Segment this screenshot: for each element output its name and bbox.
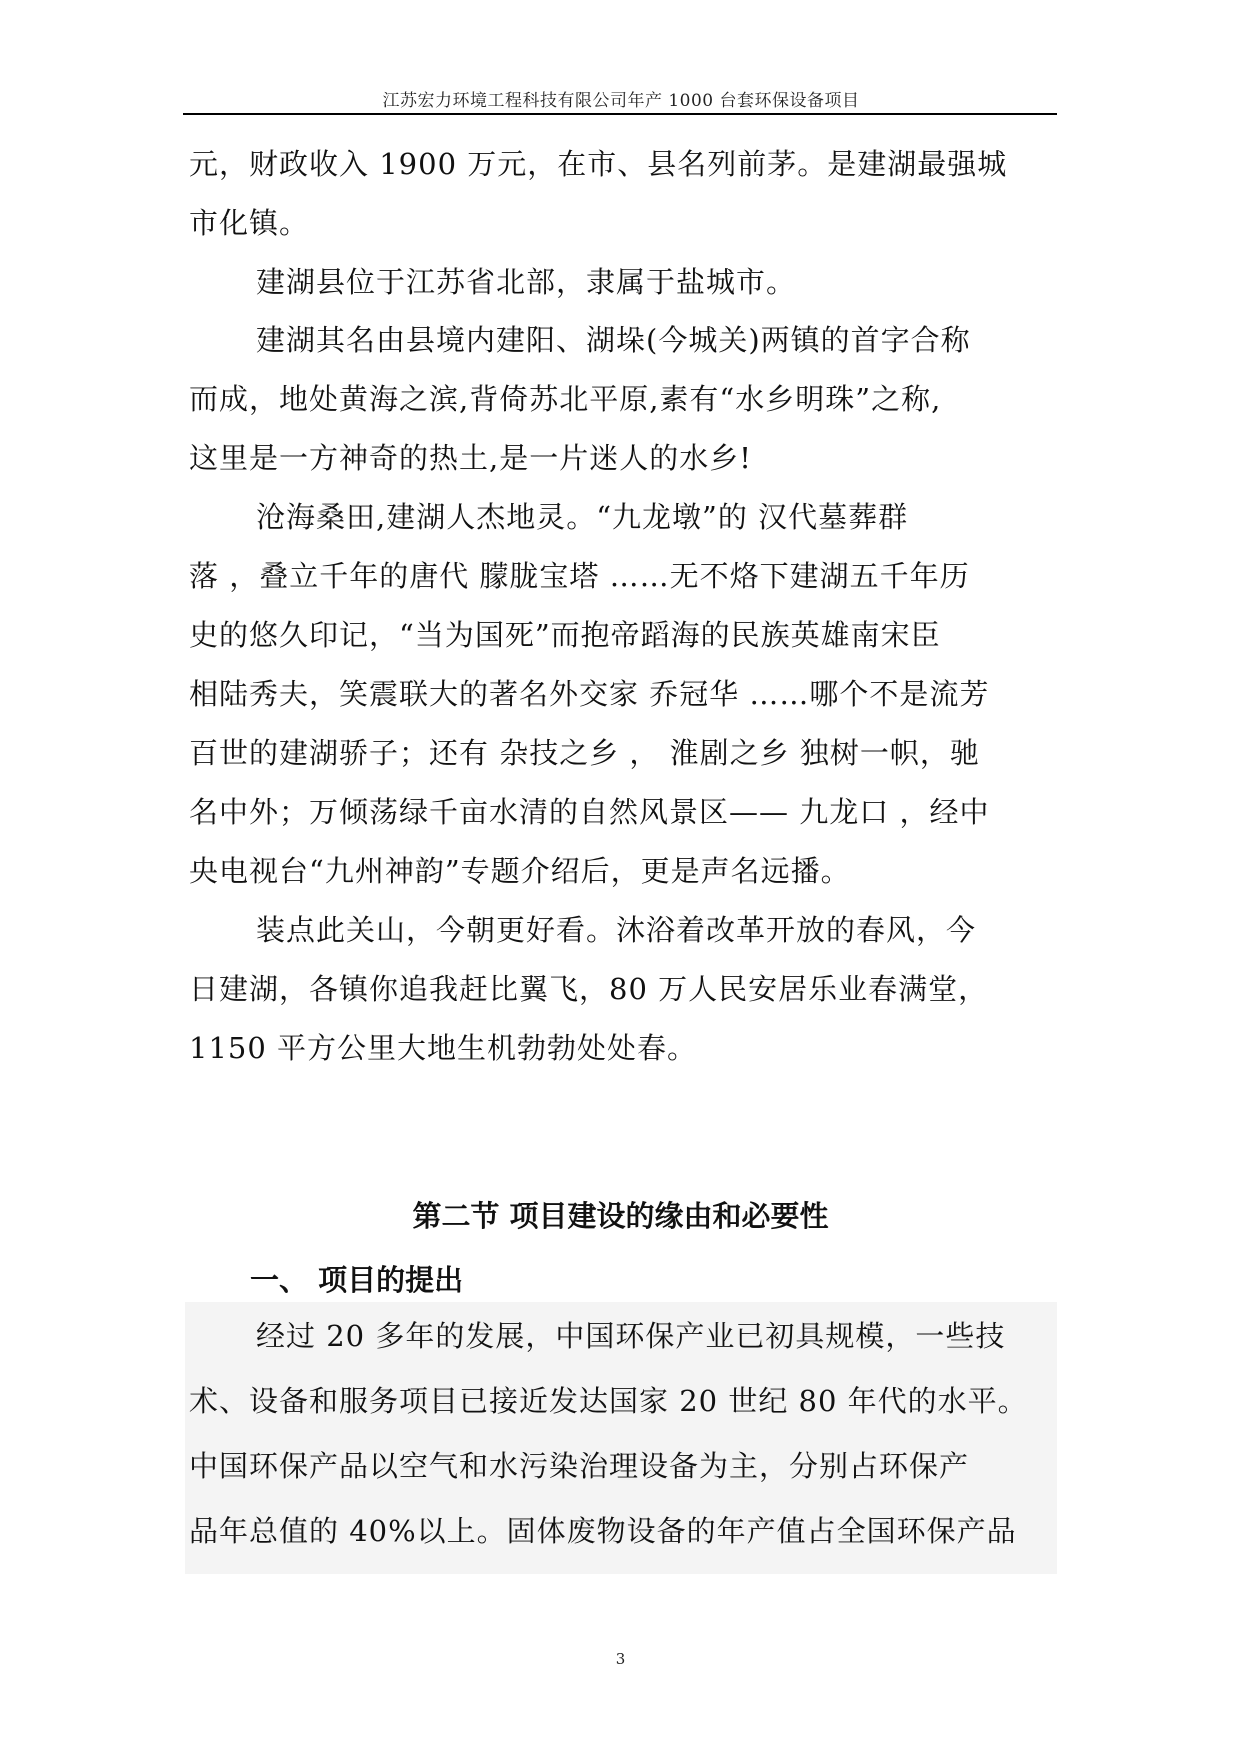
section-heading: 第二节 项目建设的缘由和必要性	[412, 1199, 829, 1233]
page-number: 3	[615, 1650, 626, 1668]
shaded-paragraph-line: 术、设备和服务项目已接近发达国家 20 世纪 80 年代的水平。	[189, 1384, 1028, 1418]
shaded-paragraph-line: 中国环保产品以空气和水污染治理设备为主，分别占环保产	[189, 1449, 970, 1483]
paragraph-line: 建湖县位于江苏省北部，隶属于盐城市。	[256, 265, 797, 299]
paragraph-line: 装点此关山，今朝更好看。沐浴着改革开放的春风，今	[256, 913, 977, 947]
shaded-paragraph-line: 经过 20 多年的发展，中国环保产业已初具规模，一些技	[256, 1319, 1006, 1353]
paragraph-line: 而成，地处黄海之滨,背倚苏北平原,素有“水乡明珠”之称,	[189, 382, 942, 416]
paragraph-line: 史的悠久印记，“当为国死”而抱帝蹈海的民族英雄南宋臣	[189, 618, 941, 652]
shaded-paragraph-line: 品年总值的 40%以上。固体废物设备的年产值占全国环保产品	[189, 1514, 1017, 1548]
paragraph-line: 央电视台“九州神韵”专题介绍后，更是声名远播。	[189, 854, 851, 888]
paragraph-line: 落 ，叠立千年的唐代 朦胧宝塔 ……无不烙下建湖五千年历	[189, 559, 970, 593]
paragraph-line: 建湖其名由县境内建阳、湖垛(今城关)两镇的首字合称	[256, 323, 971, 357]
paragraph-line: 沧海桑田,建湖人杰地灵。“九龙墩”的 汉代墓葬群	[256, 500, 909, 534]
paragraph-line: 名中外；万倾荡绿千亩水清的自然风景区—— 九龙口 ，经中	[189, 795, 990, 829]
header-rule	[183, 113, 1057, 115]
paragraph-line: 元，财政收入 1900 万元，在市、县名列前茅。是建湖最强城	[189, 147, 1008, 181]
paragraph-line: 这里是一方神奇的热土,是一片迷人的水乡!	[189, 441, 752, 475]
subsection-heading: 一、 项目的提出	[250, 1263, 464, 1297]
paragraph-line: 日建湖，各镇你追我赶比翼飞，80 万人民安居乐业春满堂，	[189, 972, 989, 1006]
paragraph-line: 市化镇。	[189, 206, 310, 240]
paragraph-line: 相陆秀夫，笑震联大的著名外交家 乔冠华 ……哪个不是流芳	[189, 677, 990, 711]
page-header: 江苏宏力环境工程科技有限公司年产 1000 台套环保设备项目	[382, 91, 860, 111]
paragraph-line: 百世的建湖骄子；还有 杂技之乡 ， 淮剧之乡 独树一帜，驰	[189, 736, 980, 770]
paragraph-line: 1150 平方公里大地生机勃勃处处春。	[189, 1031, 698, 1065]
